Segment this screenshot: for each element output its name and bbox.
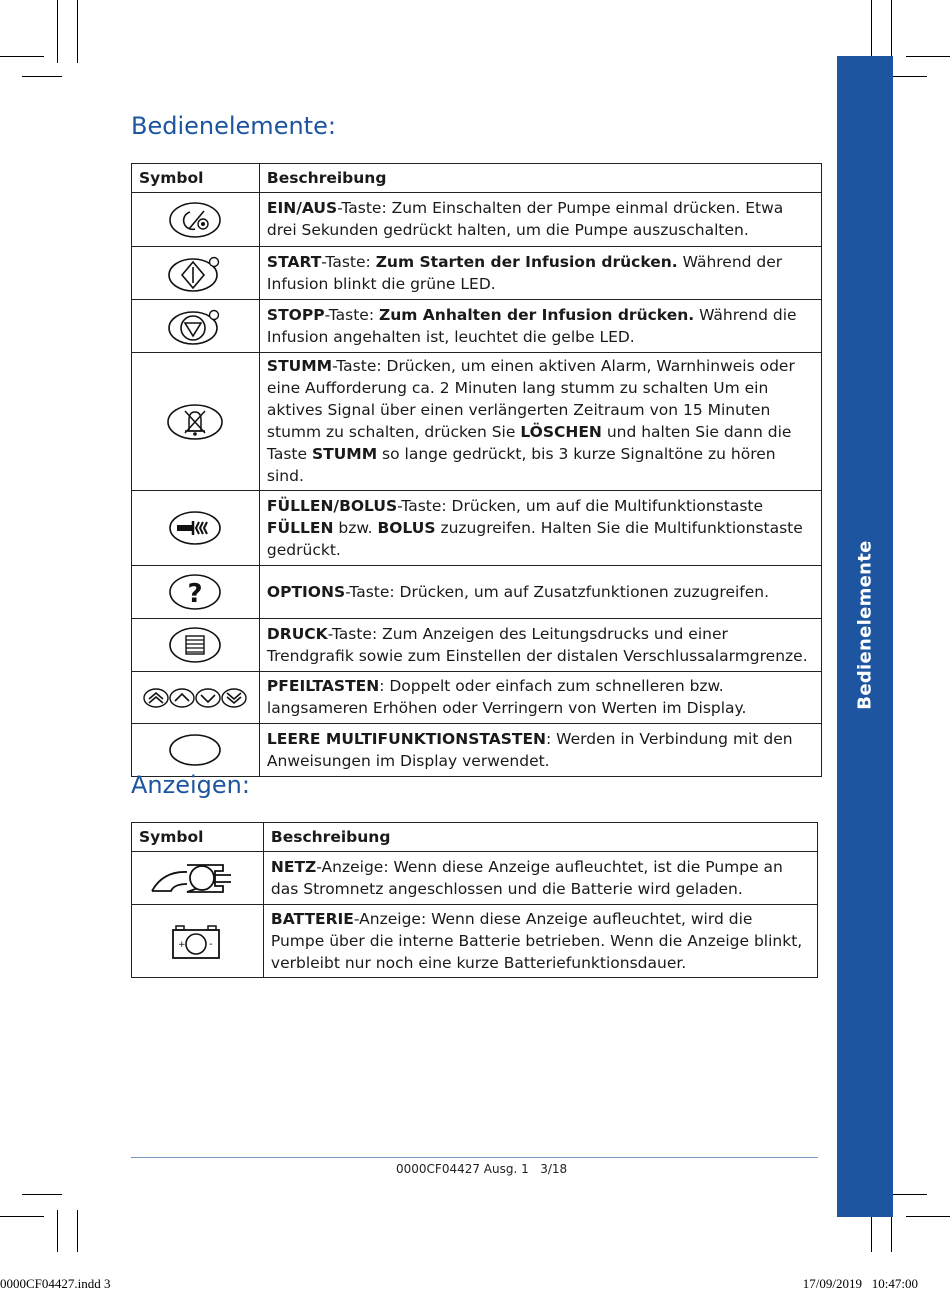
crop-mark [77,1210,78,1252]
description-text: -Taste: Drücken, um einen aktiven Alarm, Warnhinweis oder eine Aufforderung ca. 2 Minuten lang stumm zu schalten Um ein aktives Signal über einen verlängerten Zeitraum von 15 Minuten stumm zu schalten, drücken Sie [266,357,795,441]
description-text: -Taste: Zum Einschalten der Pumpe einmal drücken. Etwa drei Sekunden gedrückt halten, um die Pumpe auszuschalten. [266,199,784,239]
table-row [132,724,822,777]
svg-text:-: - [209,939,214,950]
blank-softkey-icon [167,741,223,759]
table-row [132,852,818,905]
pressure-key-icon [167,636,223,654]
description-bold-text: EIN/AUS [266,199,338,217]
description-text: -Taste: Drücken, um auf Zusatzfunktionen zuzugreifen. [345,582,770,601]
crop-mark [0,1216,44,1217]
table-row [132,247,822,300]
description-text: bzw. [333,518,378,537]
print-slug-timestamp: 17/09/2019 10:47:00 [802,1276,918,1291]
crop-mark [22,76,62,77]
description-cell [259,353,821,491]
heading-controls: Bedienelemente: [131,112,336,140]
crop-mark [891,0,892,63]
description-text: -Taste: [324,305,379,324]
description-bold-text: LÖSCHEN [520,423,602,441]
arrow-keys-icon [143,688,247,706]
description-bold-text: PFEILTASTEN [266,677,380,695]
description-cell [259,247,821,300]
controls-table [131,163,822,777]
description-text: -Anzeige: Wenn diese Anzeige aufleuchtet, wird die Pumpe über die interne Batterie betrieben. Wenn die Anzeige blinkt, verbleibt nur noch eine kurze Batteriefunktionsdauer. [270,909,803,972]
description-text: -Taste: Zum Anzeigen des Leitungsdrucks und einer Trendgrafik sowie zum Einstellen der distalen Verschlussalarmgrenze. [266,624,808,665]
table-row [132,566,822,619]
description-text: -Taste: [321,252,376,271]
description-cell [259,491,821,566]
description-text: -Taste: Drücken, um auf die Multifunktionstaste [397,496,764,515]
description-text: zuzugreifen. Halten Sie die Multifunktionstaste gedrückt. [266,518,803,559]
table-row [132,353,822,491]
description-cell [263,852,817,905]
crop-mark [906,56,950,57]
description-cell [259,672,821,724]
table-row [132,672,822,724]
description-text: -Anzeige: Wenn diese Anzeige aufleuchtet, ist die Pumpe an das Stromnetz angeschlossen und die Batterie wird geladen. [270,857,783,898]
description-bold-text: STUMM [266,357,333,375]
mains-plug-icon [149,869,245,887]
fill-bolus-key-icon [167,519,223,537]
crop-mark [871,0,872,63]
col-description-header: Beschreibung [259,164,821,193]
crop-mark [906,1216,950,1217]
description-cell [259,619,821,672]
description-bold-text: FÜLLEN [266,518,334,537]
table-row [132,193,822,247]
print-slug-file: 0000CF04427.indd 3 [0,1276,111,1291]
table-header-row [132,823,818,852]
svg-text:+: + [178,940,186,950]
description-bold-text: BOLUS [377,518,436,537]
crop-mark [0,56,44,57]
description-bold-text: START [266,252,322,271]
description-text: : Werden in Verbindung mit den Anweisungen im Display verwendet. [266,729,793,770]
footer-rule [131,1157,818,1158]
description-bold-text: STOPP [266,305,325,324]
description-bold-text: Zum Anhalten der Infusion drücken. [378,305,695,324]
footer-document-code: 0000CF04427 Ausg. 1 3/18 [396,1162,568,1176]
svg-text:?: ? [187,579,203,609]
on-off-key-icon [167,210,223,228]
col-description-header: Beschreibung [263,823,817,852]
description-bold-text: Zum Starten der Infusion drücken. [375,252,678,271]
description-bold-text: BATTERIE [270,909,354,928]
silence-key-icon [165,412,225,430]
table-header-row [132,164,822,193]
description-bold-text: FÜLLEN/BOLUS [266,496,398,515]
heading-indicators: Anzeigen: [131,771,250,799]
description-text: Während die Infusion angehalten ist, leuchtet die gelbe LED. [266,305,797,346]
description-cell [259,566,821,619]
description-cell [259,193,821,247]
crop-mark [887,76,927,77]
description-text: so lange gedrückt, bis 3 kurze Signaltöne zu hören sind. [266,445,776,485]
crop-mark [77,0,78,63]
crop-mark [887,1194,927,1195]
crop-mark [57,0,58,63]
stop-key-icon [167,317,223,335]
description-bold-text: STUMM [311,445,378,463]
crop-mark [57,1210,58,1252]
table-row [132,491,822,566]
indicators-table [131,822,818,978]
section-tab-label: Bedienelemente [854,540,876,710]
description-text: : Doppelt oder einfach zum schnelleren bzw. langsameren Erhöhen oder Verringern von Werten im Display. [266,677,747,717]
description-cell [259,300,821,353]
options-key-icon [167,579,223,609]
start-key-icon [167,264,223,282]
description-bold-text: LEERE MULTIFUNKTIONSTASTEN [266,729,547,748]
col-symbol-header: Symbol [132,164,260,193]
description-bold-text: DRUCK [266,624,328,643]
description-text: und halten Sie dann die Taste [266,423,792,463]
col-symbol-header: Symbol [132,823,264,852]
description-cell [263,905,817,978]
description-bold-text: NETZ [270,857,317,876]
description-cell [259,724,821,777]
description-text: Während der Infusion blinkt die grüne LED. [266,252,783,293]
description-bold-text: OPTIONS [266,582,346,601]
table-row [132,300,822,353]
table-row [132,905,818,978]
battery-icon [169,932,225,950]
table-row [132,619,822,672]
crop-mark [22,1194,62,1195]
